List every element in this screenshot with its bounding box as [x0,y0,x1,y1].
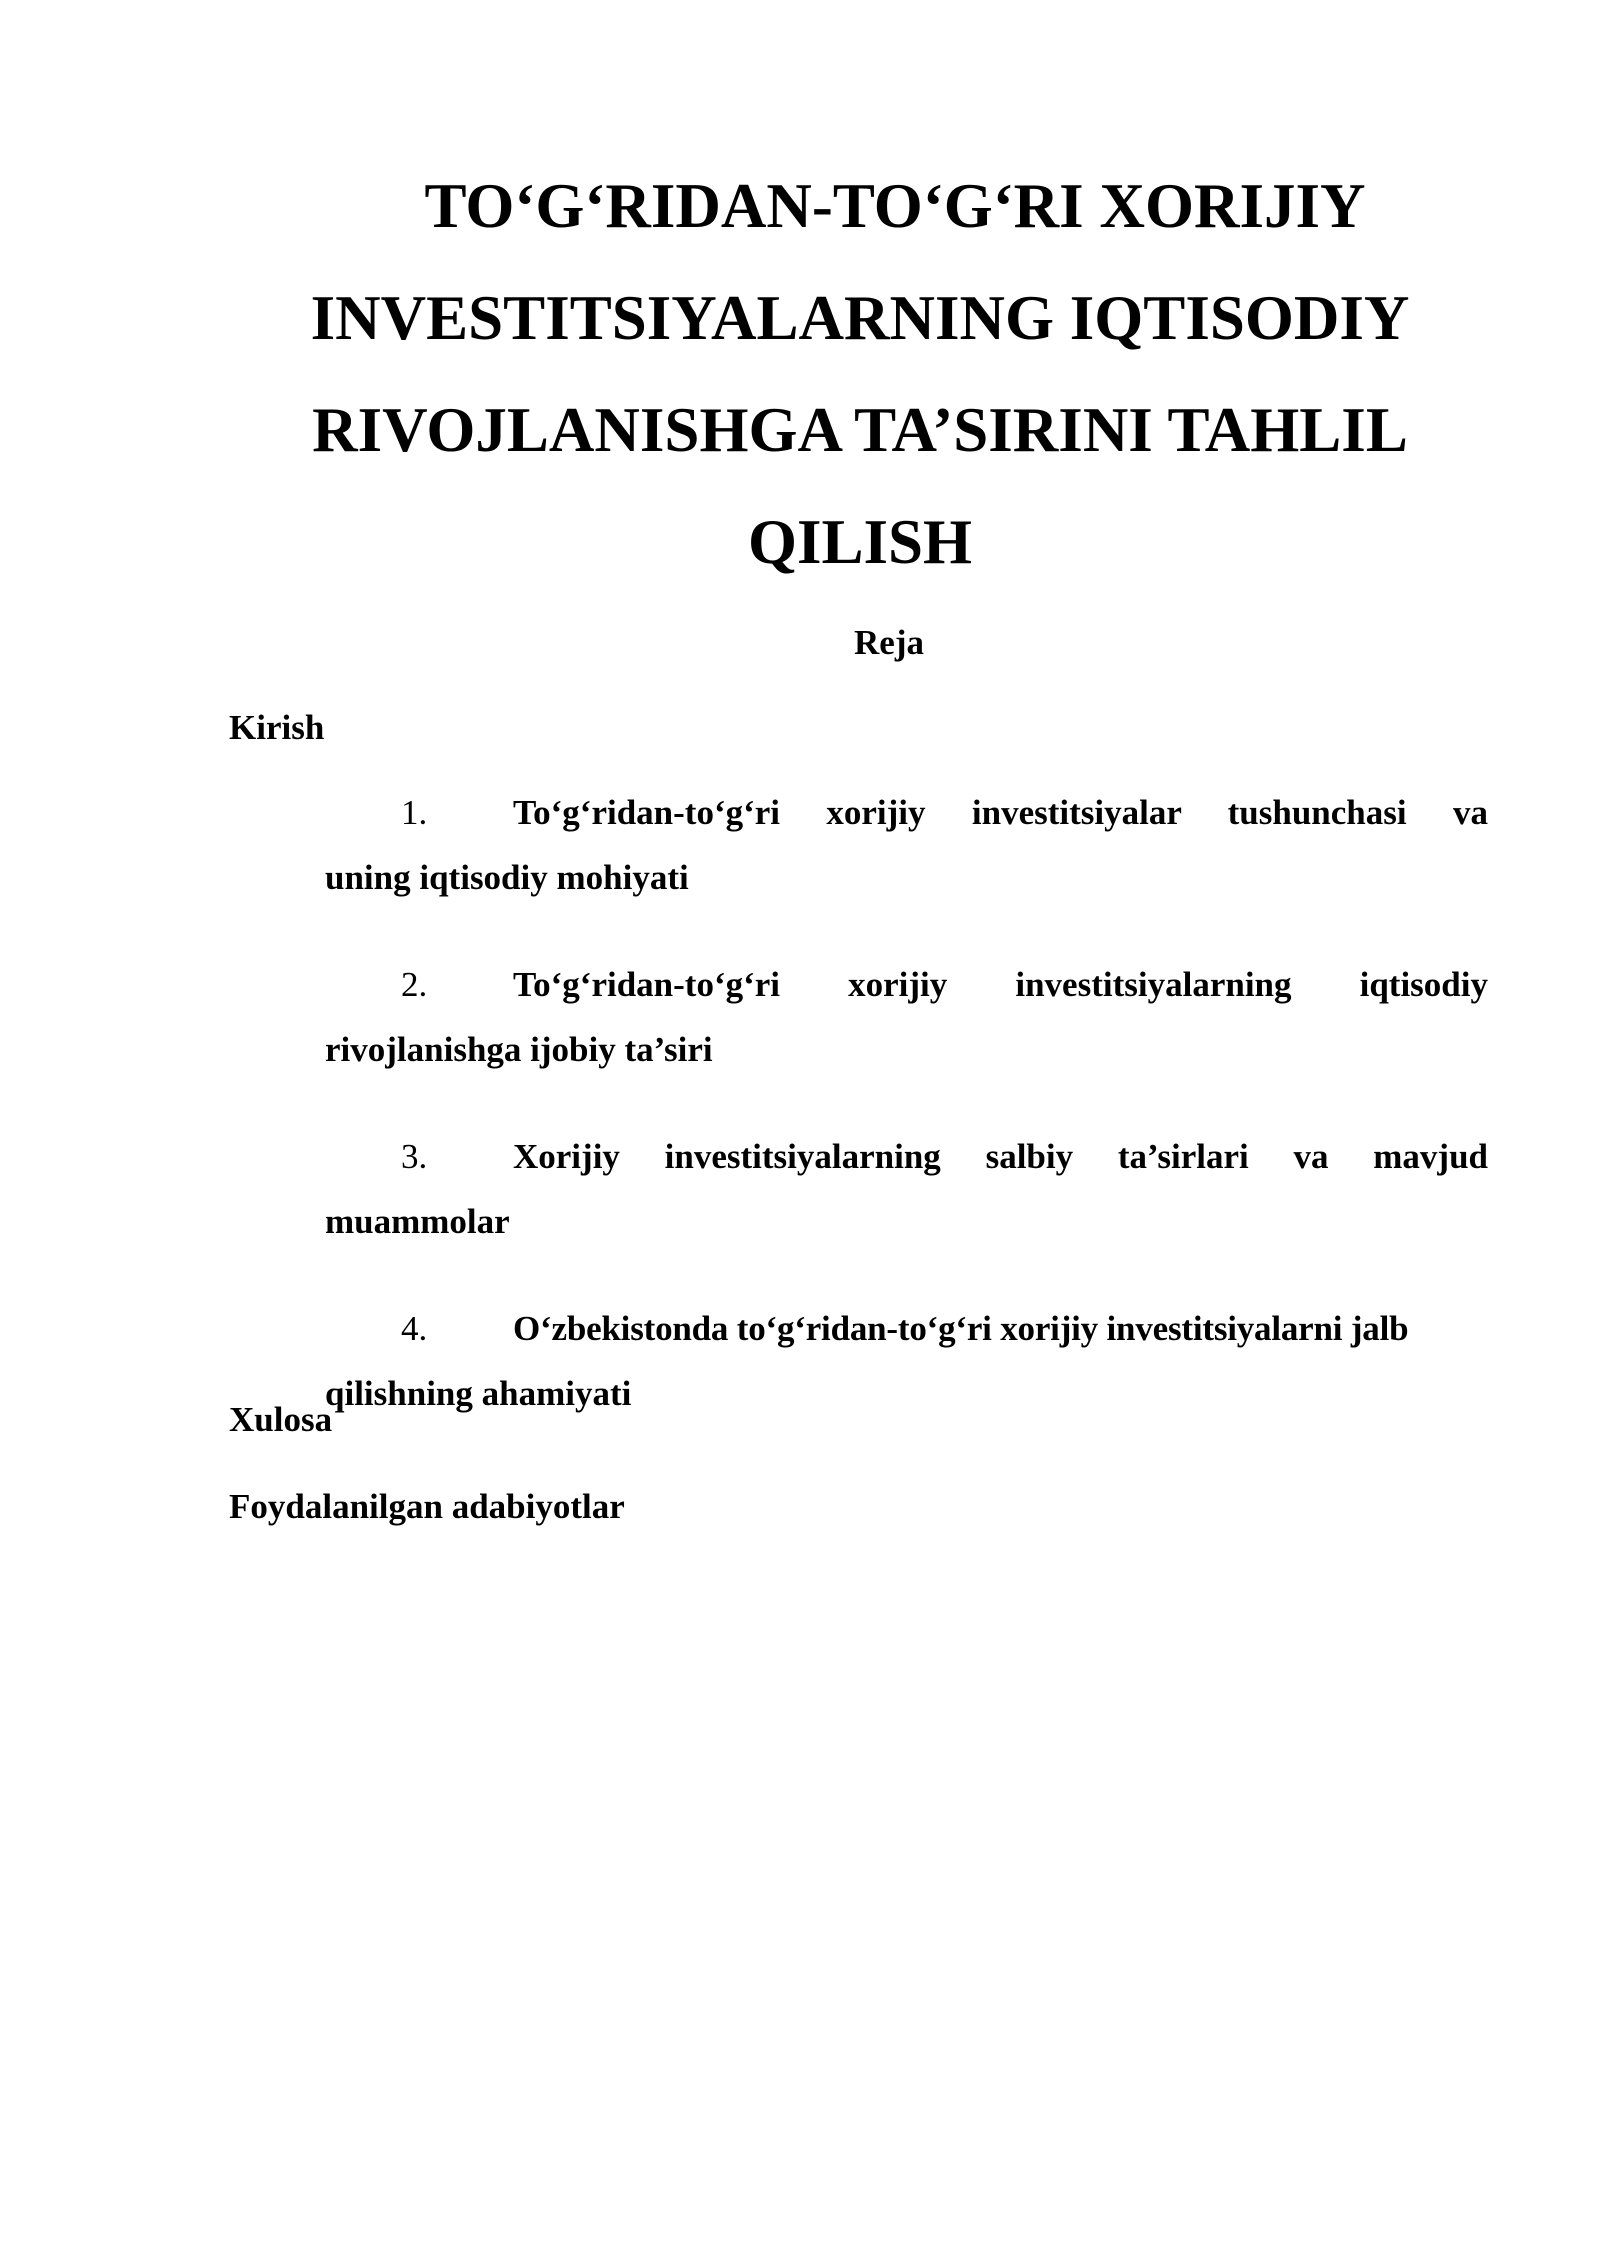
title-line-4: QILISH [747,507,973,577]
title-line-1: TO‘G‘RIDAN-TO‘G‘RI XORIJIY [424,171,1366,241]
plan-item-text-line1: Xorijiy investitsiyalarning salbiy ta’sirlari va mavjud [513,1137,1488,1176]
plan-heading: Reja [854,623,924,662]
plan-item-text-line2: muammolar [325,1202,510,1241]
plan-item-text-line2: qilishning ahamiyati [325,1374,632,1413]
conclusion-heading: Xulosa [229,1400,333,1439]
plan-item-number: 4. [401,1309,428,1348]
plan-item-number: 1. [401,793,428,832]
plan-list [325,780,1488,1468]
plan-item-number: 3. [401,1137,428,1176]
plan-item-text-line1: To‘g‘ridan-to‘g‘ri xorijiy investitsiyalarning iqtisodiy [513,965,1488,1004]
title-line-3: RIVOJLANISHGA TA’SIRINI TAHLIL [312,395,1408,465]
document-title [230,150,1490,598]
plan-item-4 [325,1296,1488,1426]
plan-item-number: 2. [401,965,428,1004]
title-line-2: INVESTITSIYALARNING IQTISODIY [310,283,1410,353]
plan-item-text-line2: rivojlanishga ijobiy ta’siri [325,1030,713,1069]
plan-item-text-line1: O‘zbekistonda to‘g‘ridan-to‘g‘ri xorijiy investitsiyalarni jalb [513,1309,1409,1348]
intro-heading: Kirish [229,708,325,747]
plan-item-text-line2: uning iqtisodiy mohiyati [325,858,689,897]
plan-item-2 [325,952,1488,1082]
plan-item-text-line1: To‘g‘ridan-to‘g‘ri xorijiy investitsiyalar tushunchasi va [513,793,1488,832]
references-heading: Foydalanilgan adabiyotlar [229,1487,625,1526]
plan-item-3 [325,1124,1488,1254]
plan-item-1 [325,780,1488,910]
